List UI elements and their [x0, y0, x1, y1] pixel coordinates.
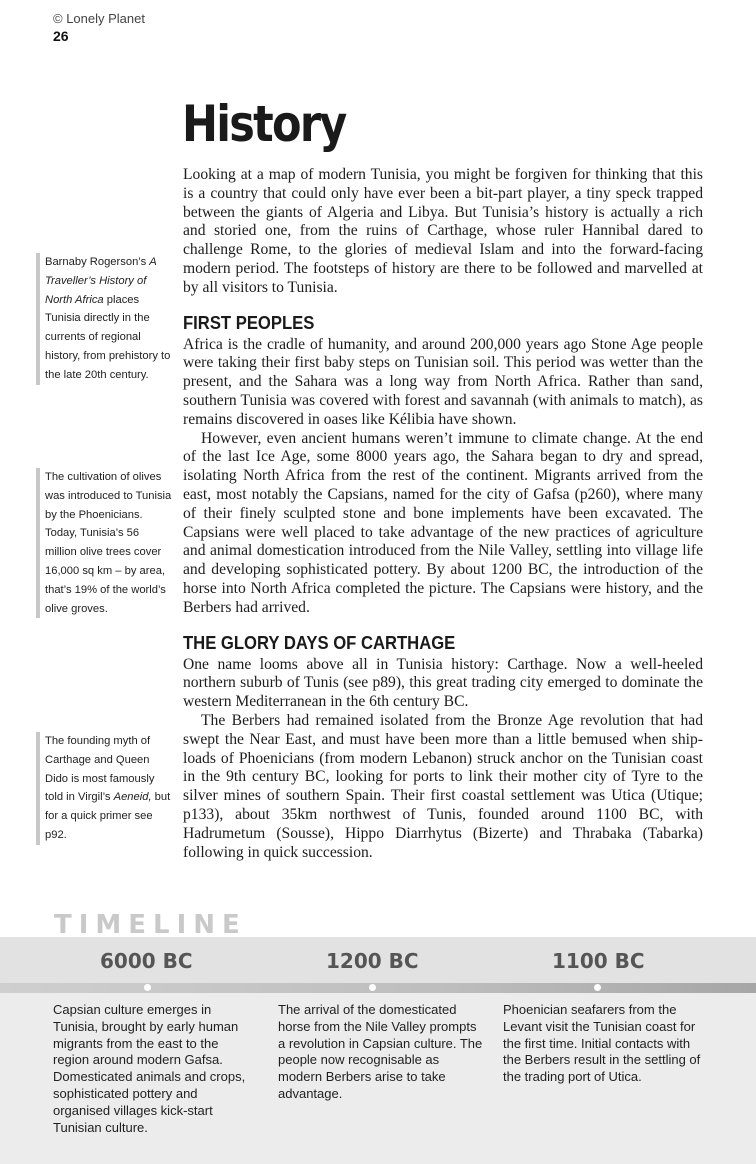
timeline-year: 1200 BC	[326, 949, 419, 973]
timeline-year: 1100 BC	[552, 949, 645, 973]
sidenote-text: The cultivation of olives was introduced to Tunisia by the Phoenicians. Today, Tunisia’s 56 million olive trees cover 16,000 sq km – by area, that’s 19% of the world’s olive groves.	[45, 471, 172, 615]
main-text-column	[183, 166, 703, 862]
book-title: A Traveller’s History of North Africa	[45, 256, 157, 306]
paragraph: However, even ancient humans weren’t immune to climate change. At the end of the last Ice Age, some 8000 years ago, the Sahara began to dry and spread, isolating North Africa from the rest of the continent. Migrants arrived from the east, most notably the Capsians, named for the city of Gafsa (p260), where many of their finely sculpted stone and bone implements have been excavated. The Capsians were well placed to take advantage of the new practices of agriculture and animal domestication introduced from the Nile Valley, settling into village life and developing sophisticated pottery. By about 1200 BC, the introduction of the horse into North Africa completed the picture. The Capsians were history, and the Berbers had arrived.	[183, 429, 703, 616]
timeline-entry-text: Phoenician seafarers from the Levant visit the Tunisian coast for the first time. Initial contacts with the Berbers result in the settling of the trading port of Utica.	[503, 1002, 701, 1085]
sidenote-dido	[36, 732, 173, 845]
sidenote-text: Barnaby Rogerson’s	[45, 256, 150, 268]
timeline-marker	[594, 984, 601, 991]
copyright-notice: © Lonely Planet	[53, 11, 145, 26]
page-number: 26	[53, 28, 69, 44]
timeline-marker	[144, 984, 151, 991]
sidenote-text: The founding myth of Carthage and Queen Dido is most famously told in Virgil’s	[45, 735, 155, 804]
timeline-bar	[0, 983, 756, 993]
section-heading-first-peoples: FIRST PEOPLES	[183, 311, 315, 333]
book-title: Aeneid,	[113, 791, 152, 804]
sidenote-rogerson	[36, 253, 173, 385]
paragraph: One name looms above all in Tunisia history: Carthage. Now a well-heeled northern suburb of Tunis (see p89), this great trading city emerged to dominate the western Mediterranean in the 6th century BC.	[183, 655, 703, 711]
paragraph: The Berbers had remained isolated from the Bronze Age revolution that had swept the Near East, and must have been more than a little bemused when ship-loads of Phoenicians (from modern Lebanon) struck anchor on the Tunisian coast in the 9th century BC, looking for ports to link their mother city of Tyre to the silver mines of southern Spain. Their first coastal settlement was Utica (Utique; p133), about 35km northwest of Tunis, founded around 1100 BC, with Hadrumetum (Sousse), Hippo Diarrhytus (Bizerte) and Thrabaka (Tabarka) following in quick succession.	[183, 711, 703, 861]
sidenote-text: but for a quick primer see p92.	[45, 791, 171, 841]
chapter-title: History	[182, 95, 346, 153]
timeline-entry-text: The arrival of the domesticated horse from the Nile Valley prompts a revolution in Capsian culture. The people now recognisable as modern Berbers arise to take advantage.	[278, 1002, 483, 1101]
page-header	[53, 10, 145, 45]
sidenote-text: places Tunisia directly in the currents of regional history, from prehistory to the late 20th century.	[45, 293, 171, 381]
timeline-year: 6000 BC	[100, 949, 193, 973]
sidenote-olives	[36, 468, 173, 618]
paragraph: Africa is the cradle of humanity, and around 200,000 years ago Stone Age people were taking their first baby steps on Tunisian soil. This period was wetter than the present, and the Sahara was a long way from North Africa. Rather than sand, southern Tunisia was covered with forest and savannah (with animals to match), as remains discovered in oases like Kélibia have shown.	[183, 335, 703, 428]
timeline-marker	[369, 984, 376, 991]
timeline-entry-text: Capsian culture emerges in Tunisia, brought by early human migrants from the east to the region around modern Gafsa. Domesticated animals and crops, sophisticated pottery and organised villages kick-start Tunisian culture.	[53, 1002, 246, 1135]
section-heading-carthage: THE GLORY DAYS OF CARTHAGE	[183, 631, 456, 653]
timeline-label: TIMELINE	[54, 910, 247, 940]
intro-paragraph: Looking at a map of modern Tunisia, you might be forgiven for thinking that this is a country that could only have ever been a bit-part player, a tiny speck trapped between the giants of Algeria and Libya. But Tunisia’s history is actually a rich and storied one, from the ruins of Carthage, whose ruler Hannibal dared to challenge Rome, to the glories of medieval Islam and into the forward-facing modern period. The footsteps of history are there to be followed and marvelled at by all visitors to Tunisia.	[183, 166, 703, 296]
